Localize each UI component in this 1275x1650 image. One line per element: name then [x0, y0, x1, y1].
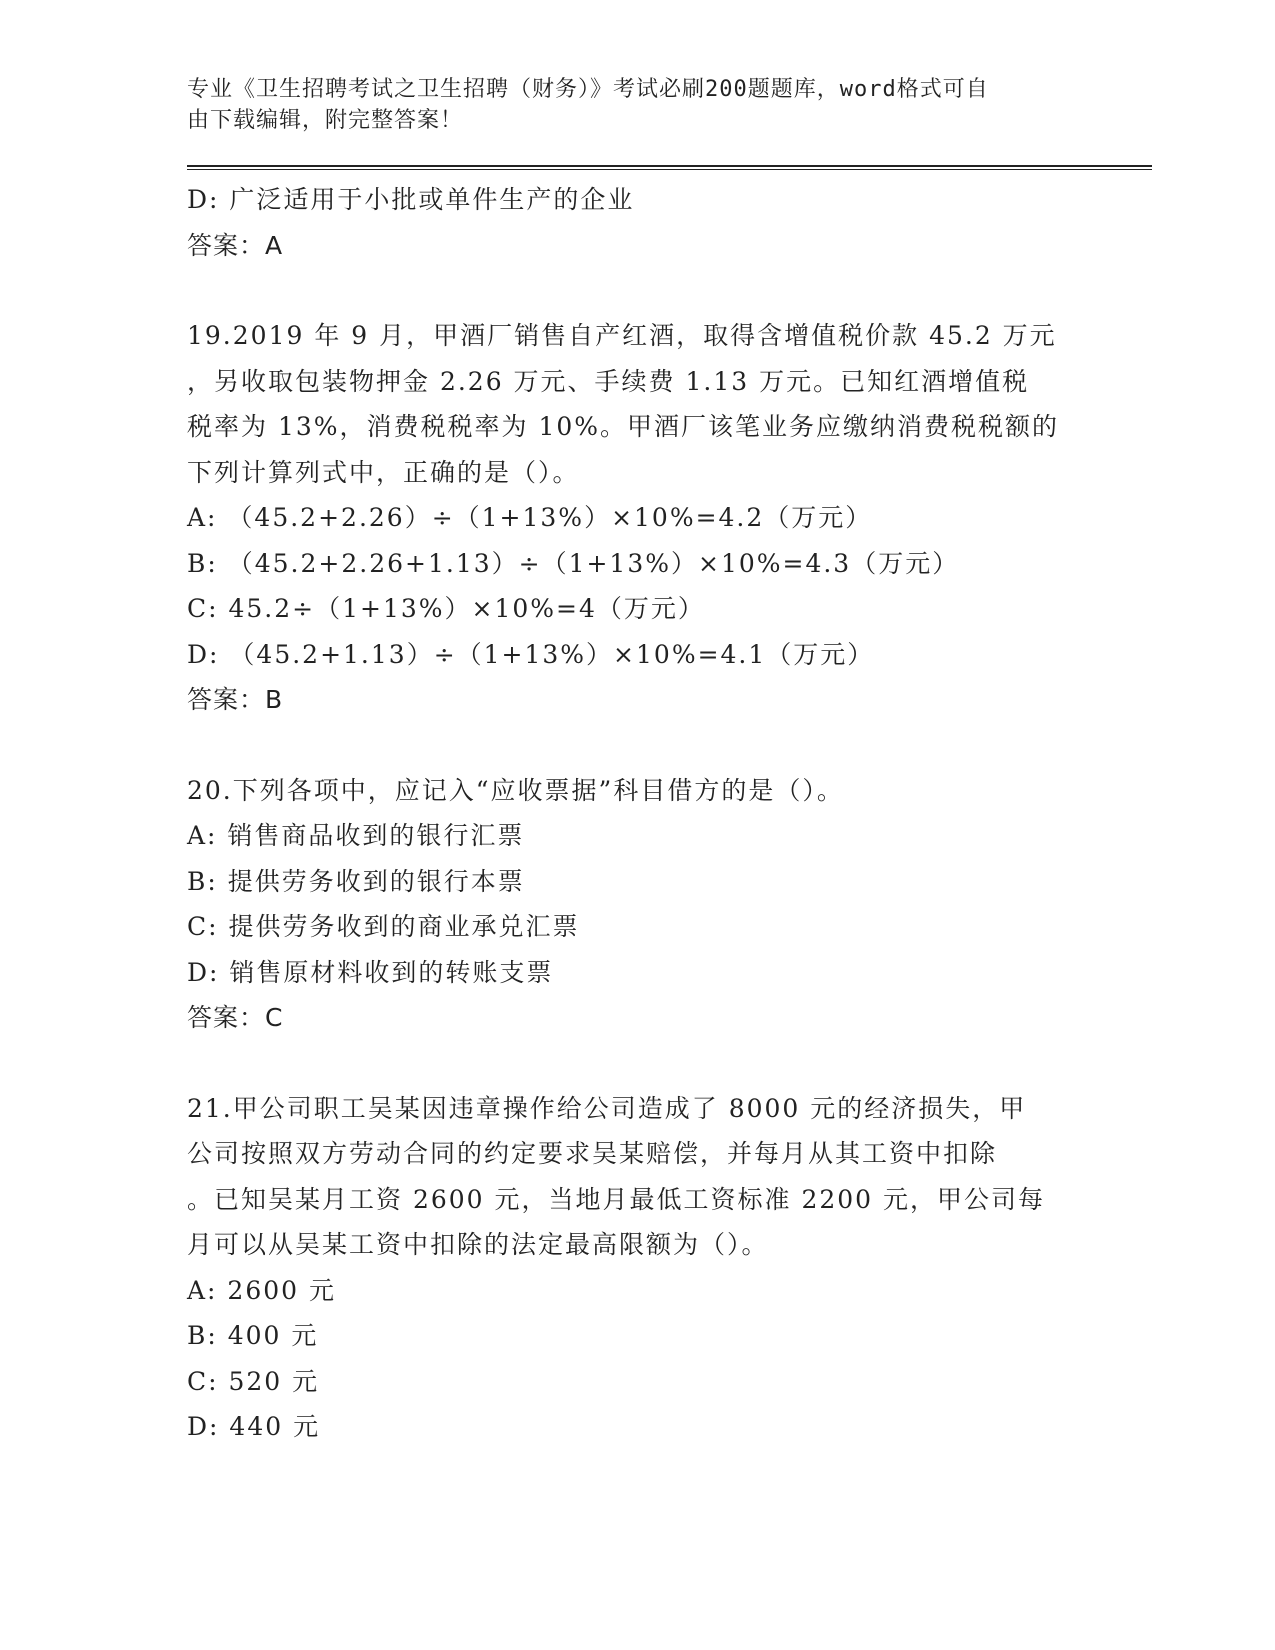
- question-text: 税率为 13%，消费税税率为 10%。甲酒厂该笔业务应缴纳消费税税额的: [187, 412, 1060, 441]
- option-a: A: 2600 元: [187, 1275, 336, 1305]
- question-text: 。已知吴某月工资 2600 元，当地月最低工资标准 2200 元，甲公司每: [187, 1184, 1046, 1214]
- header-line-1: 专业《卫生招聘考试之卫生招聘（财务）》考试必刷200题题库，word格式可自: [187, 77, 989, 102]
- question-text: ，另收取包装物押金 2.26 万元、手续费 1.13 万元。已知红酒增值税: [187, 366, 1030, 396]
- option-d: D: 销售原材料收到的转账支票: [187, 957, 554, 987]
- question-text: 19.2019 年 9 月，甲酒厂销售自产红酒，取得含增值税价款 45.2 万元: [187, 321, 1057, 350]
- option-a: A: （45.2+2.26）÷（1+13%）×10%=4.2（万元）: [187, 503, 873, 532]
- document-page: [187, 0, 1147, 1450]
- answer: 答案：B: [187, 685, 284, 714]
- option-b: B: 400 元: [187, 1321, 319, 1350]
- option-d: D: 440 元: [187, 1412, 321, 1441]
- document-header: [187, 74, 1067, 136]
- question-text: 月可以从吴某工资中扣除的法定最高限额为（）。: [187, 1230, 769, 1259]
- option-c: C: 提供劳务收到的商业承兑汇票: [187, 912, 580, 941]
- answer: 答案：C: [187, 1003, 284, 1032]
- question-text: 公司按照双方劳动合同的约定要求吴某赔偿，并每月从其工资中扣除: [187, 1139, 998, 1168]
- question-19: [187, 313, 1147, 723]
- option-d: D: 广泛适用于小批或单件生产的企业: [187, 185, 635, 214]
- question-text: 21.甲公司职工吴某因违章操作给公司造成了 8000 元的经济损失，甲: [187, 1093, 1027, 1123]
- option-c: C: 45.2÷（1+13%）×10%=4（万元）: [187, 594, 705, 623]
- header-line-2: 由下载编辑，附完整答案！: [187, 108, 464, 133]
- question-text: 20.下列各项中，应记入“应收票据”科目借方的是（）。: [187, 775, 844, 805]
- question-20: [187, 768, 1147, 1041]
- option-d: D: （45.2+1.13）÷（1+13%）×10%=4.1（万元）: [187, 639, 875, 669]
- option-b: B: 提供劳务收到的银行本票: [187, 866, 525, 896]
- option-c: C: 520 元: [187, 1366, 320, 1396]
- header-divider: [187, 165, 1152, 170]
- prev-question-tail: [187, 177, 1147, 268]
- answer: 答案：A: [187, 230, 284, 260]
- option-a: A: 销售商品收到的银行汇票: [187, 821, 525, 850]
- option-b: B: （45.2+2.26+1.13）÷（1+13%）×10%=4.3（万元）: [187, 548, 960, 578]
- question-21: [187, 1086, 1147, 1450]
- question-text: 下列计算列式中，正确的是（）。: [187, 457, 580, 487]
